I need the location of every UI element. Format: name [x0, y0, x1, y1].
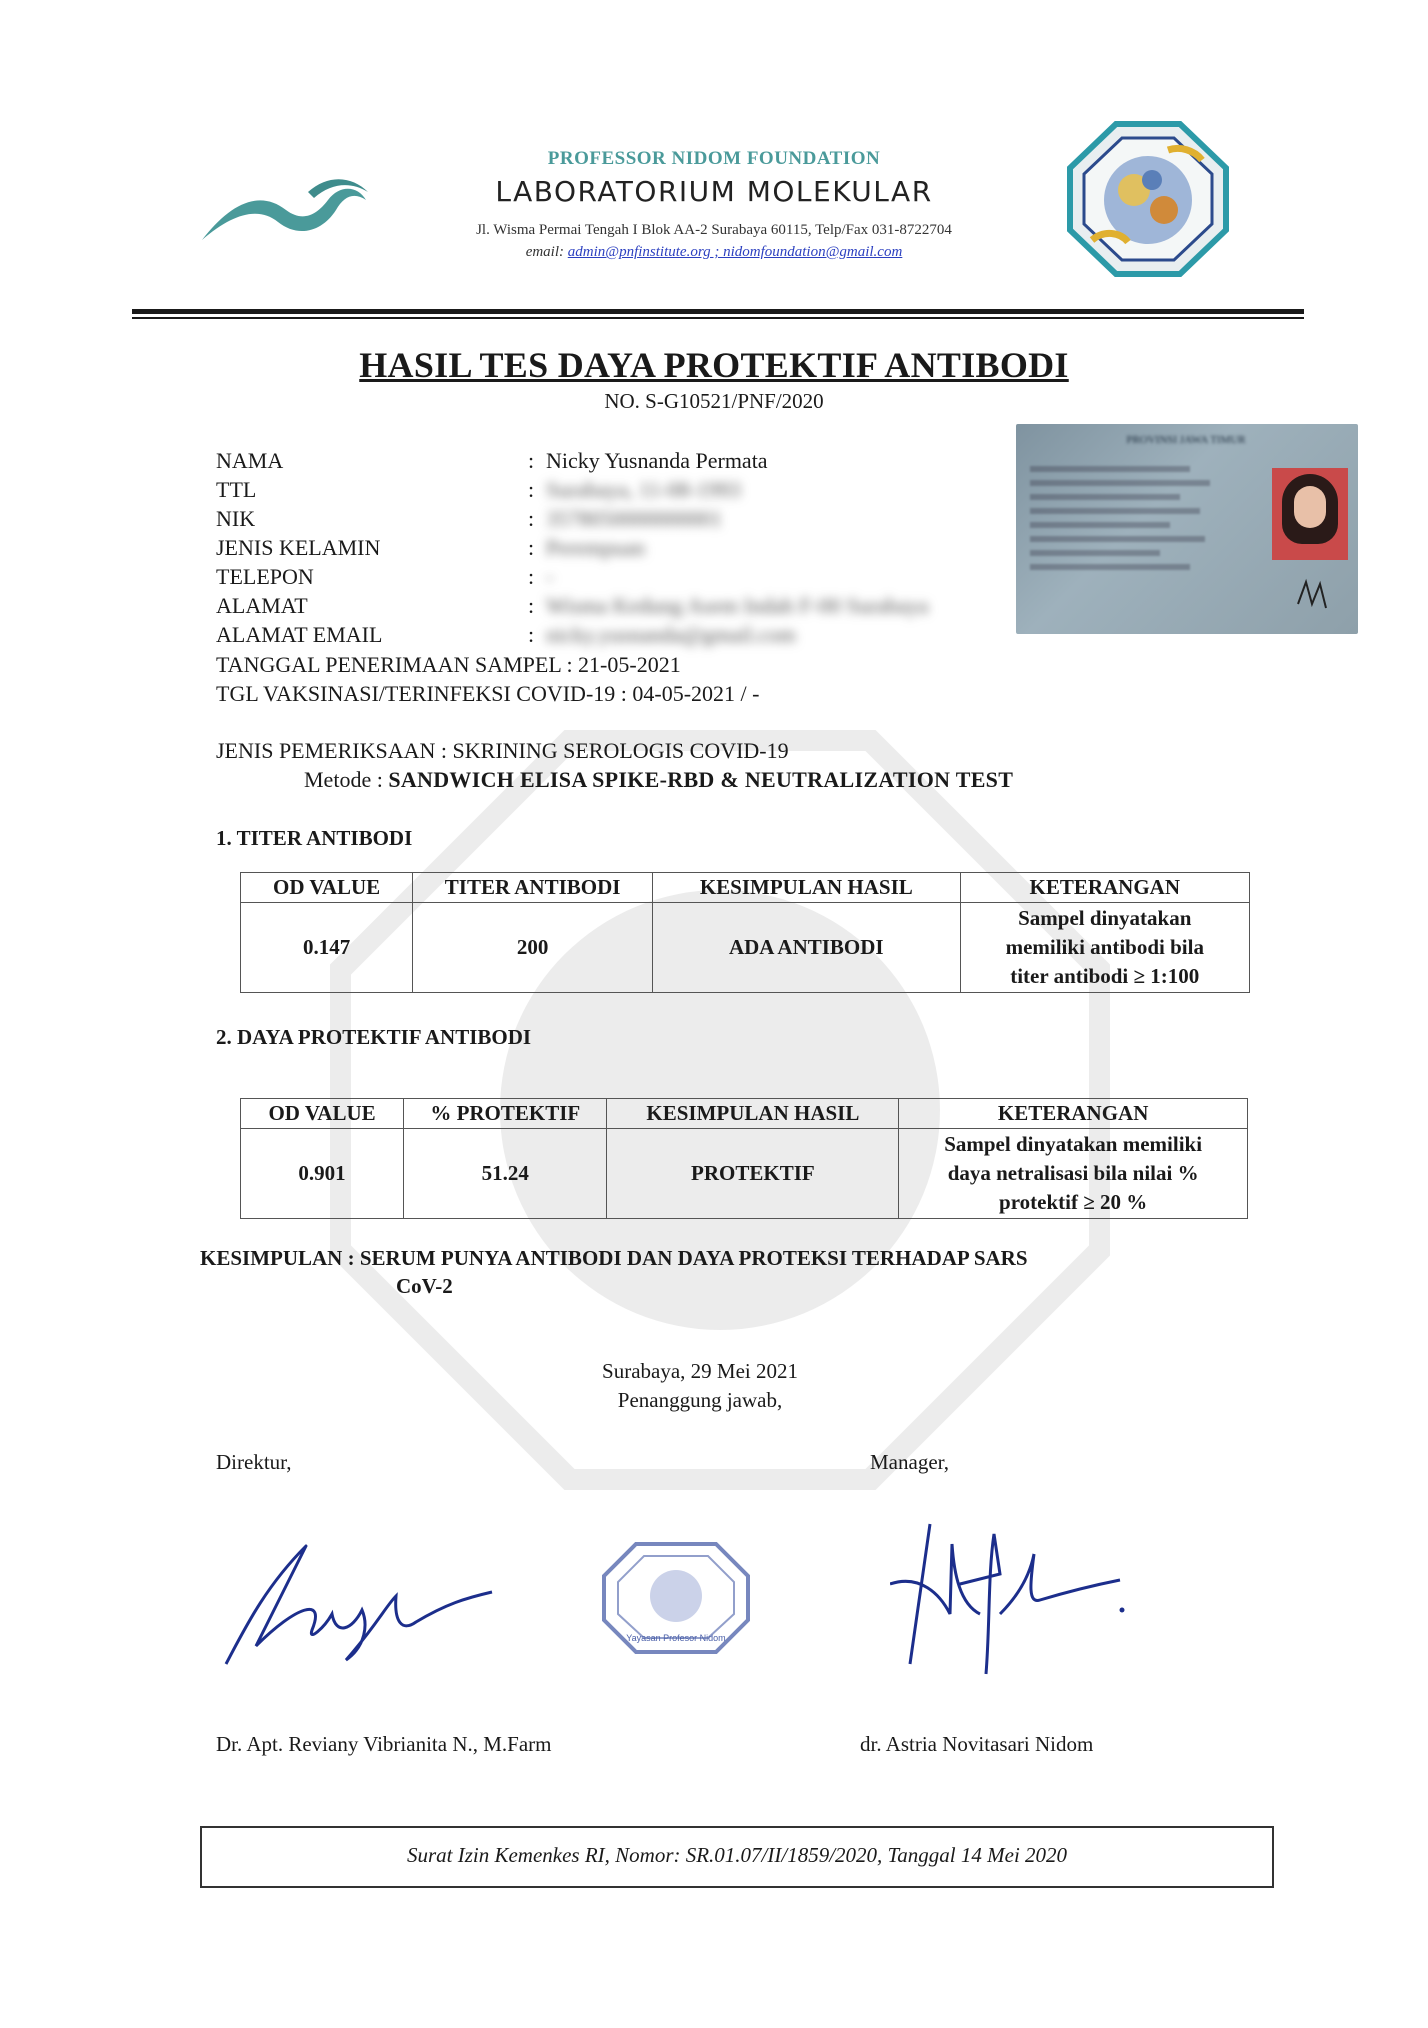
col-header: KESIMPULAN HASIL: [653, 873, 961, 903]
document-title: HASIL TES DAYA PROTEKTIF ANTIBODI: [359, 345, 1069, 385]
method-value: SANDWICH ELISA SPIKE-RBD & NEUTRALIZATION TEST: [388, 767, 1014, 792]
id-card-fields: [1030, 458, 1230, 608]
email-link[interactable]: admin@pnfinstitute.org ; nidomfoundation@gmail.com: [567, 244, 903, 260]
method-label: Metode :: [304, 767, 389, 792]
col-header: TITER ANTIBODI: [413, 873, 653, 903]
percent-cell: 51.24: [404, 1129, 607, 1219]
field-colon: :: [528, 477, 535, 502]
table-row: [241, 1129, 1248, 1219]
field-label: ALAMAT: [216, 593, 308, 618]
responsible-label: Penanggung jawab,: [617, 1388, 783, 1412]
conclusion-cell: ADA ANTIBODI: [653, 903, 961, 993]
field-label: TTL: [216, 477, 257, 502]
stamp-text: Yayasan Profesor Nidom: [626, 1633, 726, 1643]
field-value: Nicky Yusnanda Permata: [546, 448, 768, 473]
note-cell: [960, 903, 1249, 993]
conclusion-line1: KESIMPULAN : SERUM PUNYA ANTIBODI DAN DAYA PROTEKSI TERHADAP SARS: [200, 1246, 1028, 1270]
field-colon: :: [528, 448, 535, 473]
section1-heading: 1. TITER ANTIBODI: [216, 826, 413, 850]
col-header: KETERANGAN: [960, 873, 1249, 903]
redacted-field-value: Wisma Kedung Asem Indah F-00 Surabaya: [546, 593, 929, 618]
protective-table: [240, 1098, 1248, 1219]
field-colon: :: [528, 593, 535, 618]
field-label: TELEPON: [216, 564, 314, 589]
redacted-field-value: -: [546, 564, 554, 589]
redacted-field-value: Perempuan: [546, 535, 645, 560]
field-label: NAMA: [216, 448, 284, 473]
table-header-row: [241, 873, 1250, 903]
director-signature: [216, 1526, 496, 1676]
conclusion-line2: CoV-2: [396, 1274, 453, 1298]
section2-heading: 2. DAYA PROTEKTIF ANTIBODI: [216, 1025, 532, 1049]
field-colon: :: [528, 564, 535, 589]
id-card-header: PROVINSI JAWA TIMUR: [1126, 434, 1246, 446]
method-line: [304, 767, 1013, 793]
field-colon: :: [528, 535, 535, 560]
manager-name: dr. Astria Novitasari Nidom: [860, 1732, 1094, 1756]
vaccination-line: TGL VAKSINASI/TERINFEKSI COVID-19 : 04-05-2021 / -: [216, 681, 760, 706]
id-card-signature: [1292, 574, 1332, 614]
field-label: ALAMAT EMAIL: [216, 622, 383, 647]
col-header: KESIMPULAN HASIL: [607, 1099, 899, 1129]
place-date: Surabaya, 29 Mei 2021: [602, 1359, 798, 1383]
note-line: Sampel dinyatakan: [1018, 906, 1192, 930]
titer-cell: 200: [413, 903, 653, 993]
foundation-name: PROFESSOR NIDOM FOUNDATION: [547, 148, 881, 169]
director-title: Direktur,: [216, 1450, 292, 1474]
foundation-emblem-icon: [1064, 120, 1232, 278]
sample-date-line: TANGGAL PENERIMAAN SAMPEL : 21-05-2021: [216, 652, 681, 677]
col-header: % PROTEKTIF: [404, 1099, 607, 1129]
table-header-row: [241, 1099, 1248, 1129]
field-colon: :: [528, 506, 535, 531]
od-value-cell: 0.147: [241, 903, 413, 993]
manager-signature: [890, 1514, 1130, 1684]
redacted-field-value: nicky.yusnanda@gmail.com: [546, 622, 796, 647]
note-line: titer antibodi ≥ 1:100: [1010, 964, 1200, 988]
manager-title: Manager,: [870, 1450, 950, 1474]
lab-address: Jl. Wisma Permai Tengah I Blok AA-2 Surabaya 60115, Telp/Fax 031-8722704: [476, 222, 952, 238]
titer-table: [240, 872, 1250, 993]
field-colon: :: [528, 622, 535, 647]
note-line: Sampel dinyatakan memiliki: [944, 1132, 1203, 1156]
conclusion-cell: PROTEKTIF: [607, 1129, 899, 1219]
note-line: protektif ≥ 20 %: [999, 1190, 1148, 1214]
note-cell: [899, 1129, 1248, 1219]
note-line: daya netralisasi bila nilai %: [947, 1161, 1199, 1185]
exam-type: JENIS PEMERIKSAAN : SKRINING SEROLOGIS COVID-19: [216, 738, 789, 763]
redacted-field-value: Surabaya, 11-08-1993: [546, 477, 741, 502]
director-name: Dr. Apt. Reviany Vibrianita N., M.Farm: [216, 1732, 552, 1756]
license-text: Surat Izin Kemenkes RI, Nomor: SR.01.07/II/1859/2020, Tanggal 14 Mei 2020: [406, 1843, 1068, 1867]
document-number: NO. S-G10521/PNF/2020: [604, 389, 824, 413]
id-card-photo: [1016, 424, 1358, 634]
table-row: [241, 903, 1250, 993]
note-line: memiliki antibodi bila: [1005, 935, 1204, 959]
id-card-portrait: [1272, 468, 1348, 560]
email-label: email:: [525, 244, 568, 260]
field-label: JENIS KELAMIN: [216, 535, 381, 560]
redacted-field-value: 3578050000000001: [546, 506, 722, 531]
od-value-cell: 0.901: [241, 1129, 404, 1219]
header-rule-thin: [132, 317, 1304, 319]
foundation-stamp: [596, 1538, 756, 1658]
header-rule-thick: [132, 309, 1304, 314]
col-header: OD VALUE: [241, 1099, 404, 1129]
lab-name: LABORATORIUM MOLEKULAR: [495, 175, 933, 208]
field-label: NIK: [216, 506, 256, 531]
col-header: OD VALUE: [241, 873, 413, 903]
col-header: KETERANGAN: [899, 1099, 1248, 1129]
